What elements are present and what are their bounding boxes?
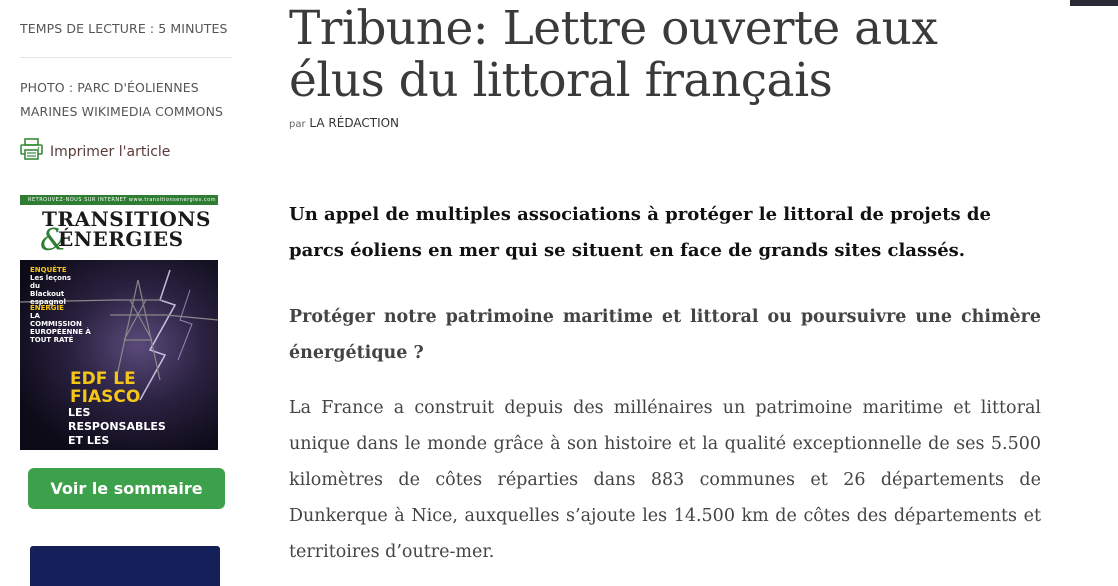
article-subheading: Protéger notre patrimoine maritime et littoral ou poursuivre une chimère énergétique ? <box>289 307 1041 363</box>
article-lead: Un appel de multiples associations à protéger le littoral de projets de parcs éoliens en mer qui se situent en face de grands sites classés. <box>289 204 991 261</box>
print-article-label: Imprimer l'article <box>50 143 171 160</box>
magazine-cover[interactable] <box>20 195 218 461</box>
magazine-headline-sub: LES RESPONSABLES ET LES COUPABLES <box>68 406 166 461</box>
byline <box>289 116 399 130</box>
article-paragraph: La France a construit depuis des millénaires un patrimoine maritime et littoral unique dans le monde grâce à son histoire et la qualité exceptionnelle de ses 5.500 kilomètres de côtes réparties dans 883 communes et 26 départements de Dunkerque à Nice, auxquelles s’ajoute les 14.500 km de côtes des départements et territoires d’outre-mer. <box>289 398 1041 562</box>
view-summary-button[interactable]: Voir le sommaire <box>28 468 225 509</box>
teaser-2-tag: ÉNERGIE <box>30 304 64 312</box>
magazine-top-banner: RETROUVEZ-NOUS SUR INTERNET www.transitionsenergies.com <box>20 195 218 205</box>
printer-icon <box>20 138 43 165</box>
photo-credit: PHOTO : PARC D'ÉOLIENNES MARINES WIKIMEDIA COMMONS <box>20 80 224 119</box>
teaser-2-text: LA COMMISSION EUROPÉENNE À TOUT RATÉ <box>30 312 91 344</box>
article-title: Tribune: Lettre ouverte aux élus du littoral français <box>289 1 938 108</box>
divider <box>20 57 232 58</box>
magazine-title-line2: ÉNERGIES <box>58 227 184 251</box>
magazine-teaser-1 <box>30 266 76 306</box>
magazine-headline: EDF LE FIASCO <box>70 369 141 407</box>
magazine-title-line1: TRANSITIONS <box>42 207 211 231</box>
magazine-ampersand: & <box>40 223 67 258</box>
author-link[interactable]: LA RÉDACTION <box>309 116 400 130</box>
teaser-1-tag: ENQUÊTE <box>30 266 67 274</box>
magazine-cover-image <box>20 260 218 461</box>
magazine-teaser-2 <box>30 304 92 344</box>
top-right-corner-strip <box>1070 0 1118 6</box>
reading-time: TEMPS DE LECTURE : 5 MINUTES <box>20 21 228 36</box>
print-article-link[interactable] <box>20 138 170 165</box>
sidebar-ad-block[interactable] <box>30 546 220 586</box>
magazine-masthead <box>20 205 218 260</box>
byline-prefix: par <box>289 119 306 130</box>
teaser-1-text: Les leçons du Blackout espagnol <box>30 274 72 306</box>
